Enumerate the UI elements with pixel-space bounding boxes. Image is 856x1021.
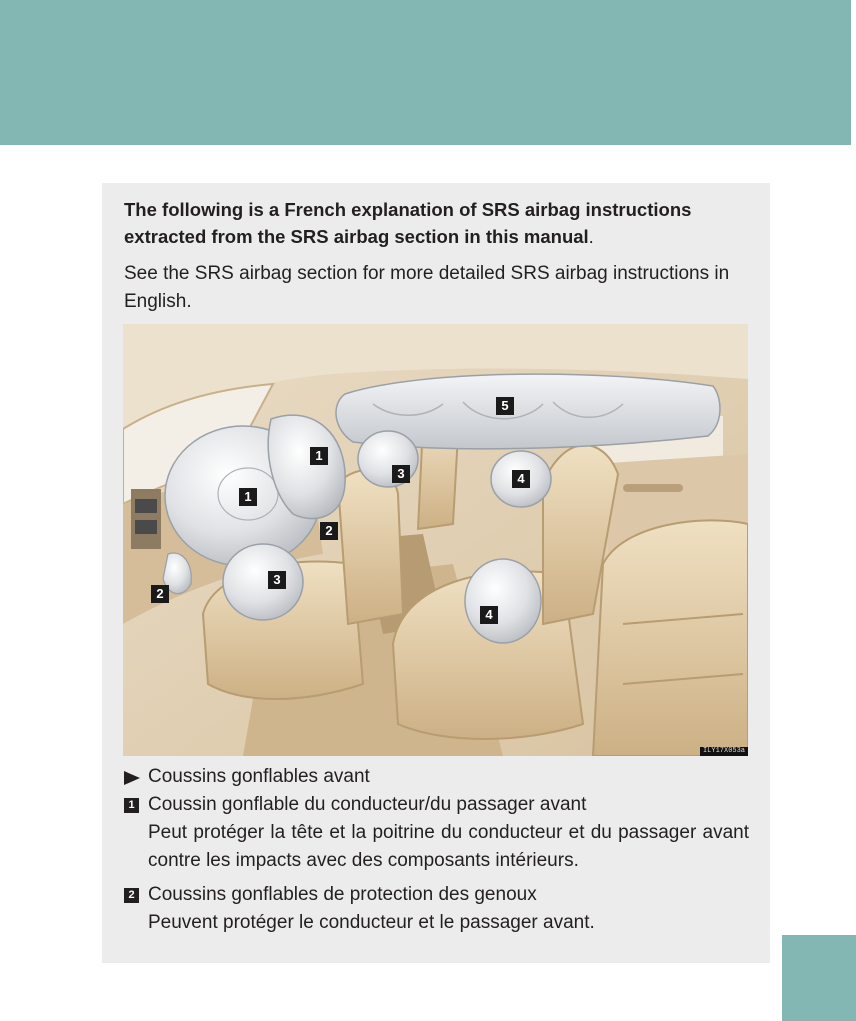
airbag-label-2-driver: 2: [151, 585, 169, 603]
section-title: Coussins gonflables avant: [148, 766, 370, 787]
airbag-label-4-rear: 4: [512, 470, 530, 488]
section-heading: [124, 763, 749, 791]
airbag-label-3-driver: 3: [268, 571, 286, 589]
vehicle-interior-drawing: [123, 324, 748, 756]
airbag-label-1-passenger: 1: [310, 447, 328, 465]
list-item: [124, 791, 749, 875]
intro-note: See the SRS airbag section for more detailed SRS airbag instructions in English.: [124, 263, 730, 312]
figure-code: ILY17X053a: [700, 747, 748, 756]
airbag-label-3-passenger: 3: [392, 465, 410, 483]
item-description: Peuvent protéger le conducteur et le passager avant.: [148, 912, 595, 933]
content-panel: [102, 183, 770, 963]
intro-bold-text: The following is a French explanation of SRS airbag instructions extracted from the SRS airbag section in this manual.: [124, 199, 692, 247]
header-band: [0, 0, 851, 145]
list-item: [124, 881, 749, 937]
item-description: Peut protéger la tête et la poitrine du conducteur et du passager avant contre les impacts avec des composants intérieurs.: [148, 822, 749, 871]
number-badge: 2: [124, 888, 139, 903]
chapter-tab: [782, 935, 856, 1021]
airbag-illustration: [123, 324, 748, 756]
arrow-right-icon: [124, 771, 140, 785]
number-badge: 1: [124, 798, 139, 813]
airbag-label-2-passenger: 2: [320, 522, 338, 540]
item-title: Coussin gonflable du conducteur/du passager avant: [148, 794, 587, 815]
airbag-list: [124, 763, 749, 937]
airbag-label-1-driver: 1: [239, 488, 257, 506]
airbag-label-5-curtain: 5: [496, 397, 514, 415]
item-title: Coussins gonflables de protection des genoux: [148, 884, 537, 905]
airbag-label-4-front: 4: [480, 606, 498, 624]
